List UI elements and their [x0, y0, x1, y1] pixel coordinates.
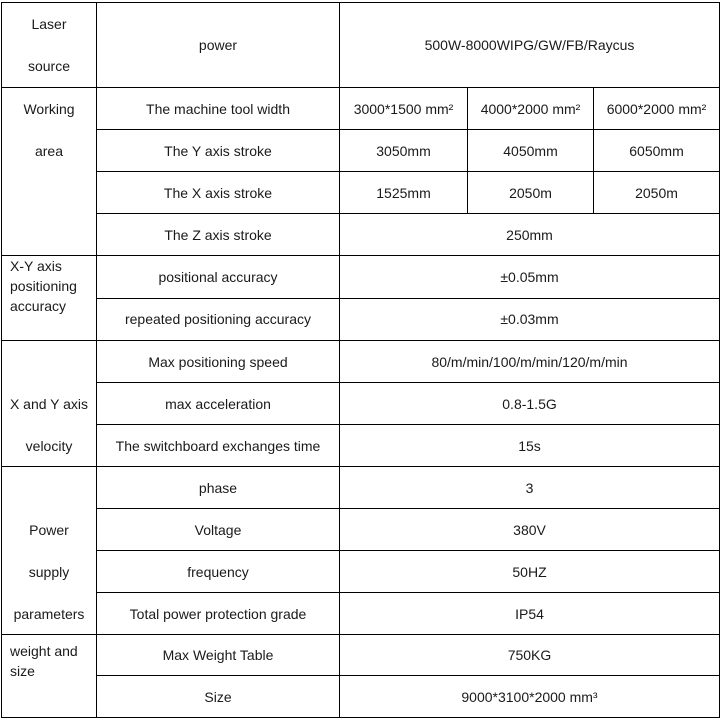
row-phase [2, 467, 720, 509]
param-positional-accuracy: positional accuracy [97, 256, 340, 299]
category-line: X and Y axis [9, 395, 89, 412]
row-positional-accuracy [2, 256, 720, 299]
row-max-acceleration [2, 383, 720, 425]
param-exchange-time: The switchboard exchanges time [97, 425, 340, 467]
category-working-area [2, 88, 97, 256]
row-z-stroke [2, 214, 720, 256]
value-voltage: 380V [340, 509, 720, 551]
row-repeated-accuracy [2, 298, 720, 341]
row-x-stroke [2, 172, 720, 214]
row-size [2, 676, 720, 718]
param-z-stroke: The Z axis stroke [97, 214, 340, 256]
value-x-stroke-3: 2050m [594, 172, 720, 214]
value-x-stroke-2: 2050m [468, 172, 594, 214]
param-machine-width: The machine tool width [97, 88, 340, 130]
value-exchange-time: 15s [340, 425, 720, 467]
param-repeated-accuracy: repeated positioning accuracy [97, 298, 340, 341]
param-max-speed: Max positioning speed [97, 341, 340, 383]
value-repeated-accuracy: ±0.03mm [340, 298, 720, 341]
row-y-stroke [2, 130, 720, 172]
value-phase: 3 [340, 467, 720, 509]
row-protection-grade [2, 593, 720, 635]
row-voltage [2, 509, 720, 551]
category-line: Power [29, 521, 69, 538]
value-y-stroke-1: 3050mm [340, 130, 468, 172]
category-laser-source [2, 3, 97, 88]
category-power-supply [2, 467, 97, 635]
value-y-stroke-3: 6050mm [594, 130, 720, 172]
category-line: positioning [10, 278, 77, 294]
value-width-3: 6000*2000 mm² [594, 88, 720, 130]
category-line: Working [23, 100, 75, 117]
row-frequency [2, 551, 720, 593]
param-phase: phase [97, 467, 340, 509]
category-line: Laser [31, 16, 67, 32]
category-line: size [10, 663, 35, 679]
param-max-weight: Max Weight Table [97, 635, 340, 676]
category-line: velocity [25, 437, 73, 454]
value-z-stroke: 250mm [340, 214, 720, 256]
value-max-speed: 80/m/min/100/m/min/120/m/min [340, 341, 720, 383]
row-max-speed [2, 341, 720, 383]
value-width-2: 4000*2000 mm² [468, 88, 594, 130]
param-y-stroke: The Y axis stroke [97, 130, 340, 172]
value-positional-accuracy: ±0.05mm [340, 256, 720, 299]
category-line: X-Y axis [10, 258, 62, 274]
row-machine-width [2, 88, 720, 130]
value-max-weight: 750KG [340, 635, 720, 676]
category-line: accuracy [10, 298, 67, 314]
param-size: Size [97, 676, 340, 718]
category-velocity [2, 341, 97, 467]
row-max-weight [2, 635, 720, 676]
value-max-acceleration: 0.8-1.5G [340, 383, 720, 425]
row-exchange-time [2, 425, 720, 467]
param-max-acceleration: max acceleration [97, 383, 340, 425]
spec-table [1, 2, 720, 718]
value-protection-grade: IP54 [340, 593, 720, 635]
value-y-stroke-2: 4050mm [468, 130, 594, 172]
param-power: power [97, 3, 340, 88]
value-power: 500W-8000WIPG/GW/FB/Raycus [340, 3, 720, 88]
param-protection-grade: Total power protection grade [97, 593, 340, 635]
category-line: weight and [10, 643, 78, 659]
category-line: supply [28, 563, 70, 580]
value-width-1: 3000*1500 mm² [340, 88, 468, 130]
param-x-stroke: The X axis stroke [97, 172, 340, 214]
param-voltage: Voltage [97, 509, 340, 551]
category-line: area [34, 142, 64, 159]
value-x-stroke-1: 1525mm [340, 172, 468, 214]
category-weight-size [2, 635, 97, 718]
param-frequency: frequency [97, 551, 340, 593]
category-line: source [27, 58, 71, 74]
category-positioning-accuracy [2, 256, 97, 341]
value-size: 9000*3100*2000 mm³ [340, 676, 720, 718]
row-laser-power [2, 3, 720, 88]
category-line: parameters [13, 605, 85, 622]
value-frequency: 50HZ [340, 551, 720, 593]
